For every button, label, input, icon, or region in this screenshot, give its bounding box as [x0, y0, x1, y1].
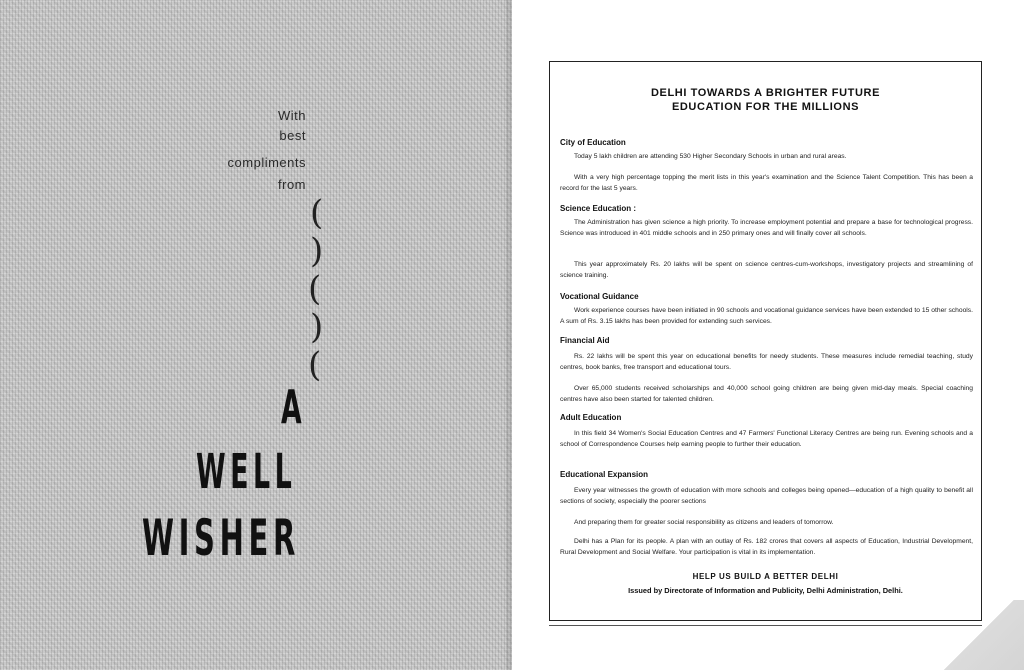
headline-primary: DELHI TOWARDS A BRIGHTER FUTURE: [650, 87, 881, 99]
paragraph: Over 65,000 students received scholarships and 40,000 school going children are being given mid-day meals. Special coaching centres have also been started for talented children.: [560, 385, 973, 403]
paragraph: Every year witnesses the growth of education with more schools and colleges being opened—education of a high quality to benefit all sections of society, especially the poorer sections: [560, 487, 973, 505]
paren-glyph: ): [310, 231, 324, 271]
paragraph: This year approximately Rs. 20 lakhs will be spent on science centres-cum-workshops, investigatory projects and streamlining of science training.: [560, 261, 973, 279]
paragraph: Rs. 22 lakhs will be spent this year on educational benefits for needy students. These measures include remedial teaching, study centres, book banks, free transport and educational tours.: [560, 353, 973, 371]
compliment-best: best: [279, 128, 306, 143]
section-heading-adult: Adult Education: [560, 413, 622, 422]
footer-slogan: HELP US BUILD A BETTER DELHI: [692, 572, 839, 581]
paragraph: With a very high percentage topping the merit lists in this year's examination and the Science Talent Competition. This has been a record for the last 5 years.: [560, 174, 973, 192]
section-heading-city: City of Education: [560, 138, 626, 147]
compliment-compliments: compliments: [227, 155, 306, 170]
compliment-from: from: [278, 177, 306, 192]
paragraph: The Administration has given science a high priority. To increase employment potential and prepare a base for technological progress. Science was introduced in 401 middle schools and in 250 primary ones and will finally cover all schools.: [560, 219, 973, 237]
paragraph: Work experience courses have been initiated in 90 schools and vocational guidance services have been extended to 15 other schools. A sum of Rs. 3.15 lakhs has been provided for extending such services.: [560, 307, 973, 325]
section-heading-science: Science Education :: [560, 204, 637, 213]
title-well: WELL: [196, 444, 297, 500]
paren-glyph: ): [310, 307, 324, 347]
headline-secondary: EDUCATION FOR THE MILLIONS: [671, 101, 860, 113]
title-a: A: [281, 380, 303, 434]
right-page: [512, 0, 1024, 670]
section-heading-financial: Financial Aid: [560, 336, 610, 345]
section-heading-expansion: Educational Expansion: [560, 470, 649, 479]
advertisement-box: [549, 61, 982, 621]
footer-issuer: Issued by Directorate of Information and Publicity, Delhi Administration, Delhi.: [628, 586, 903, 595]
section-heading-vocational: Vocational Guidance: [560, 292, 639, 301]
title-wisher: WISHER: [142, 509, 300, 567]
page-edge-curl: [934, 600, 1024, 670]
paren-glyph: (: [308, 269, 322, 309]
paragraph: Today 5 lakh children are attending 530 Higher Secondary Schools in urban and rural areas.: [574, 153, 847, 160]
paren-glyph: (: [310, 193, 324, 233]
paren-glyph: (: [308, 345, 322, 385]
compliment-with: With: [278, 108, 306, 123]
paragraph: In this field 34 Women's Social Education Centres and 47 Farmers' Functional Literacy Centres are being run. Evening schools and a school of Correspondence Courses help earning people to further their education.: [560, 430, 973, 448]
paragraph: Delhi has a Plan for its people. A plan with an outlay of Rs. 182 crores that covers all aspects of Education, Industrial Development, Rural Development and Social Welfare. Your participation is vital in its implementation.: [560, 538, 973, 556]
paragraph: And preparing them for greater social responsibility as citizens and leaders of tomorrow.: [574, 519, 834, 526]
